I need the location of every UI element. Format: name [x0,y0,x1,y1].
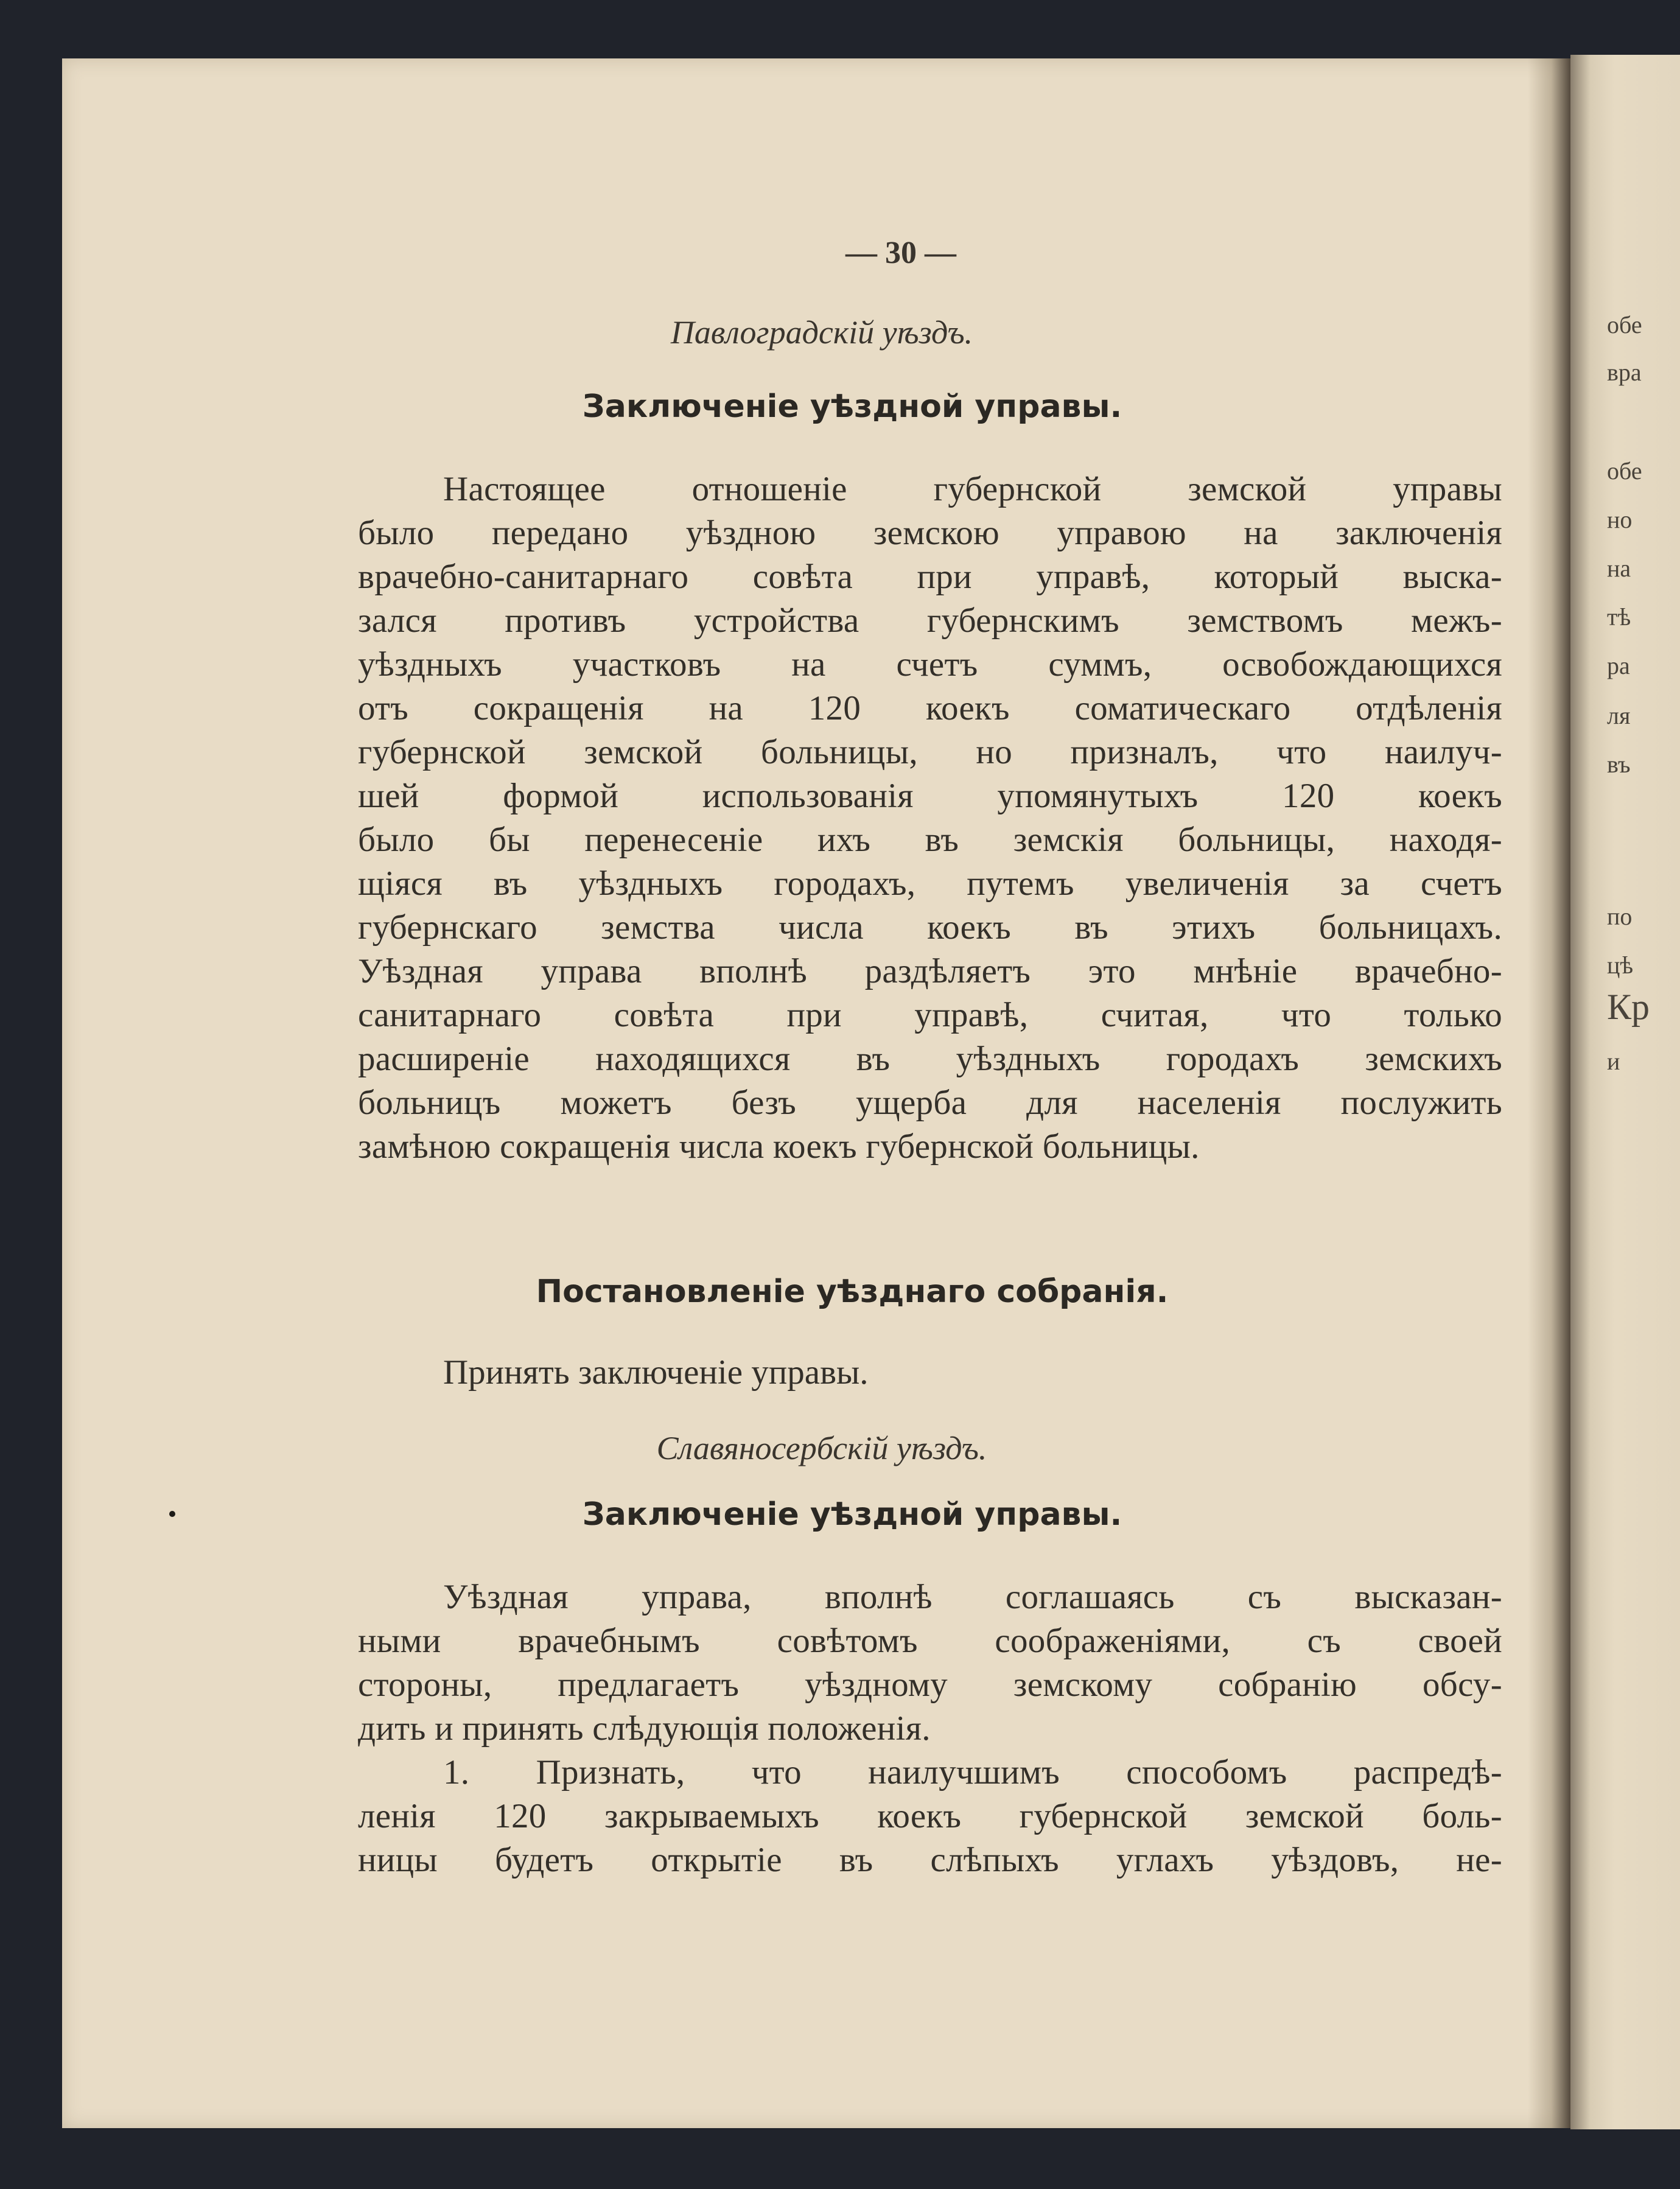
text-line: щіяся въ уѣздныхъ городахъ, путемъ увеличенія за счетъ [358,864,1502,903]
next-page-fragment: обе [1607,457,1642,485]
paragraph-conclusion-pavlograd [358,468,1502,1169]
next-page-fragment: ля [1607,702,1631,729]
text-line: губернскаго земства числа коекъ въ этихъ больницахъ. [358,908,1502,947]
next-page-fragment: въ [1607,751,1631,778]
page-gutter-shadow [1528,58,1570,2128]
district-title: Павлоградскій уѣздъ. [670,314,973,351]
section-heading: Заключеніе уѣздной управы. [582,388,1122,425]
text-line: было бы перенесеніе ихъ въ земскія больницы, находя- [358,821,1502,859]
text-line: Уѣздная управа вполнѣ раздѣляетъ это мнѣніе врачебно- [358,952,1502,990]
text-line: отъ сокращенія на 120 коекъ соматическаго отдѣленія [358,689,1502,727]
text-line: 1. Признать, что наилучшимъ способомъ распредѣ- [443,1753,1502,1791]
page-number: — 30 — [845,236,956,270]
section-heading: Заключеніе уѣздной управы. [582,1496,1122,1533]
resolution-text: Принять заключеніе управы. [443,1353,869,1392]
next-page-fragment: ра [1607,652,1630,679]
text-line: губернской земской больницы, но призналъ, что наилуч- [358,733,1502,771]
next-page-fragment: и [1607,1048,1620,1075]
text-line: врачебно-санитарнаго совѣта при управѣ, который выска- [358,558,1502,596]
text-line: зался противъ устройства губернскимъ земствомъ межъ- [358,601,1502,640]
text-line: уѣздныхъ участковъ на счетъ суммъ, освобождающихся [358,645,1502,684]
text-line: ленія 120 закрываемыхъ коекъ губернской земской боль- [358,1797,1502,1835]
next-page-fragment: на [1607,555,1631,582]
text-line: Настоящее отношеніе губернской земской управы [443,470,1502,508]
text-line: замѣною сокращенія числа коекъ губернской больницы. [358,1127,1200,1166]
next-page-fragment: по [1607,903,1633,930]
text-line: расширеніе находящихся въ уѣздныхъ городахъ земскихъ [358,1040,1502,1078]
resolution-heading: Постановленіе уѣзднаго собранія. [536,1273,1169,1310]
next-page-fragment: цѣ [1607,951,1634,979]
ink-speck [169,1511,175,1517]
next-page-fragment: тѣ [1607,603,1631,631]
text-line: было передано уѣздною земскою управою на заключенія [358,514,1502,552]
text-line: ницы будетъ открытіе въ слѣпыхъ углахъ уѣздовъ, не- [358,1841,1502,1879]
next-page-fragment: вра [1607,359,1642,386]
text-line: стороны, предлагаетъ уѣздному земскому собранію обсу- [358,1665,1502,1704]
paragraph-conclusion-slavyanoserbsk [358,1575,1502,1882]
district-title: Славяносербскій уѣздъ. [656,1430,987,1466]
text-line: дить и принять слѣдующія положенія. [358,1709,931,1748]
text-line: ными врачебнымъ совѣтомъ соображеніями, съ своей [358,1622,1502,1660]
adjacent-page-edge [1570,55,1680,2129]
next-page-fragment: Кр [1607,987,1650,1027]
text-line: санитарнаго совѣта при управѣ, считая, что только [358,996,1502,1034]
text-line: больницъ можетъ безъ ущерба для населенія послужить [358,1084,1502,1122]
next-page-fragment: обе [1607,311,1642,338]
text-line: шей формой использованія упомянутыхъ 120 коекъ [358,777,1502,815]
text-line: Уѣздная управа, вполнѣ соглашаясь съ высказан- [443,1578,1502,1616]
next-page-fragment: но [1607,506,1633,533]
